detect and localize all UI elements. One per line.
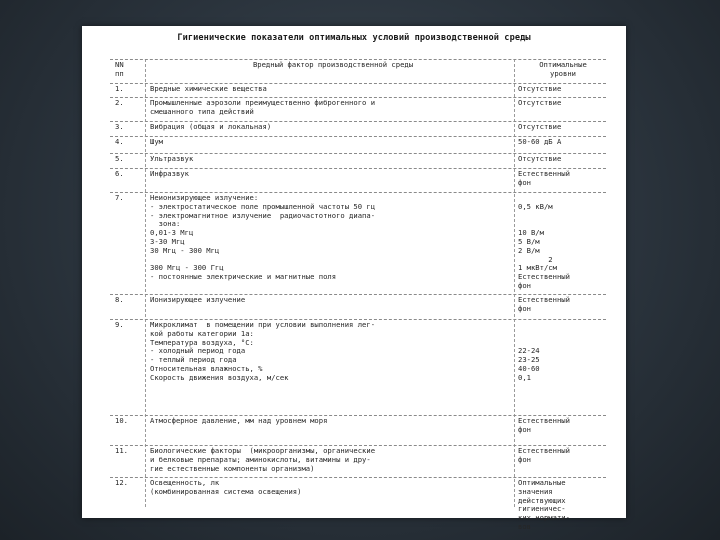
row-num: 12. <box>115 478 128 487</box>
row-num: 11. <box>115 446 128 455</box>
row-factor: Промышленные аэрозоли преимущественно фиброгенного и смешанного типа действий <box>150 98 376 116</box>
table-row <box>110 192 606 294</box>
row-num: 7. <box>115 193 124 202</box>
table-row <box>110 168 606 192</box>
row-num: 1. <box>115 84 124 93</box>
table-row <box>110 415 606 445</box>
row-factor: Атмосферное давление, мм над уровнем моря <box>150 416 328 425</box>
header-factor: Вредный фактор производственной среды <box>252 60 414 69</box>
document-page <box>82 26 626 531</box>
row-factor: Микроклимат в помещении при условии выполнения лег- кой работы категории 1а: Температура воздуха, °С: - холодный период года - теплый период года Относительная влажность, % Скорость движения воздуха, м/сек <box>150 320 376 382</box>
row-factor: Вредные химические вещества <box>150 84 267 93</box>
row-factor: Освещенность, лк (комбинированная система освещения) <box>150 478 302 496</box>
row-num: 9. <box>115 320 124 329</box>
document-title: Гигиенические показатели оптимальных условий производственной среды <box>177 33 531 43</box>
row-num: 6. <box>115 169 124 178</box>
table-row <box>110 83 606 97</box>
row-num: 4. <box>115 137 124 146</box>
row-value: Отсутствие <box>518 122 562 131</box>
header-value: Оптимальные уровни <box>539 60 587 78</box>
row-value: 22-24 23-25 40-60 0,1 <box>518 346 540 382</box>
table-row <box>110 121 606 136</box>
table-row <box>110 294 606 319</box>
row-factor: Неионизирующее излучение: - электростатическое поле промышленной частоты 50 гц - электромагнитное излучение радиочастотного диапа- зона: 0,01-3 Мгц 3-30 Мгц 30 Мгц - 300 Мгц 300 Мгц - 300 Ггц - постоянные электрические и магнитные поля <box>150 193 376 282</box>
row-factor: Вибрация (общая и локальная) <box>150 122 272 131</box>
row-num: 8. <box>115 295 124 304</box>
row-value: Оптимальные значения действующих гигиеничес- ких нормати- вов <box>518 478 570 531</box>
row-value: Естественный фон <box>518 169 570 187</box>
table-row <box>110 319 606 415</box>
row-value: Естественный фон <box>518 416 570 434</box>
row-num: 10. <box>115 416 128 425</box>
table-header-row <box>110 59 606 83</box>
row-value: 0,5 кВ/м 10 В/м 5 В/м 2 В/м 2 1 мкВт/см Естественный фон <box>518 201 570 290</box>
table-row <box>110 97 606 121</box>
table-row <box>110 477 606 533</box>
row-value: Естественный фон <box>518 446 570 464</box>
row-factor: Биологические факторы (микроорганизмы, органические и белковые препараты; аминокислоты, витамины и дру- гие естественные компоненты организма) <box>150 446 376 473</box>
table-row <box>110 445 606 477</box>
row-factor: Шум <box>150 137 163 146</box>
row-num: 5. <box>115 154 124 163</box>
row-value: Отсутствие <box>518 98 562 107</box>
row-factor: Ультразвук <box>150 154 194 163</box>
row-factor: Ионизирующее излучение <box>150 295 246 304</box>
row-num: 2. <box>115 98 124 107</box>
row-value: 50-60 дБ А <box>518 137 562 146</box>
row-value: Отсутствие <box>518 154 562 163</box>
table-row <box>110 153 606 168</box>
table-row <box>110 136 606 153</box>
row-num: 3. <box>115 122 124 131</box>
header-num: NN пп <box>115 60 124 78</box>
row-value: Естественный фон <box>518 295 570 313</box>
row-factor: Инфразвук <box>150 169 189 178</box>
row-value: Отсутствие <box>518 84 562 93</box>
